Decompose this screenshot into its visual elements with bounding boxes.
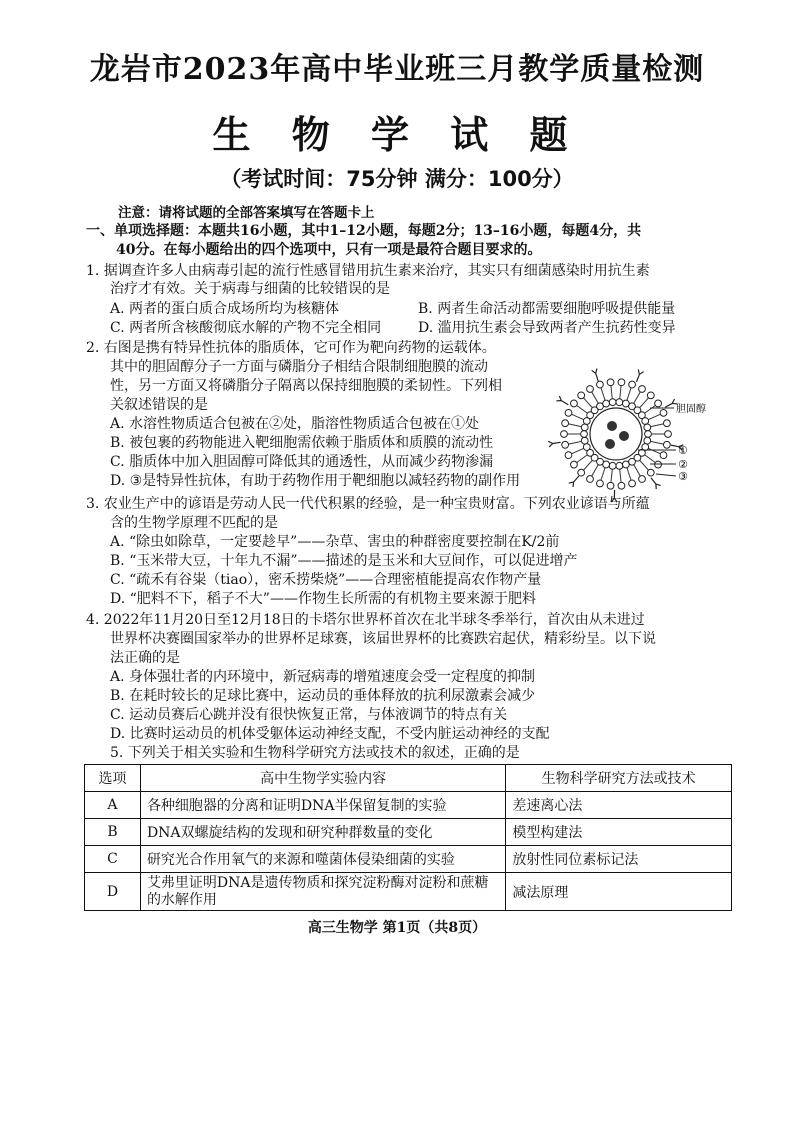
row-option: A [85,792,141,819]
q2-stem-line2: 其中的胆固醇分子一方面与磷脂分子相结合限制细胞膜的流动 [110,359,488,375]
phospholipid-head [578,392,585,399]
q2-stem-line1: 2. 右图是携有特异性抗体的脂质体，它可作为靶向药物的运载体。 [86,340,496,356]
phospholipid-head [655,400,662,407]
fatty-acid-tail [569,424,582,427]
fatty-acid-tail [640,460,649,470]
exam-time-info: （考试时间：75分钟 满分：100分） [220,167,574,191]
fatty-acid-tail [640,398,649,408]
phospholipid-head [562,420,569,427]
phospholipid-head [618,482,625,489]
phospholipid-head [642,418,649,425]
q4-stem-line1: 4. 2022年11月20日至12月18日的卡塔尔世界杯首次在北半球冬季举行，首次由从未进过 [86,612,645,628]
q5-stem: 5. 下列关于相关实验和生物科学研究方法或技术的叙述，正确的是 [110,745,520,761]
phospholipid-head [562,441,569,448]
phospholipid-head [587,386,594,393]
row-option: B [85,819,141,846]
fatty-acid-tail [634,392,641,403]
phospholipid-head [660,452,667,459]
fatty-acid-tail [592,392,599,403]
phospholipid-head [607,482,614,489]
q1-stem-line1: 1. 据调查许多人由病毒引起的流行性感冒错用抗生素来治疗，其实只有细菌感染时用抗生素 [86,263,650,279]
table-header-experiment: 高中生物学实验内容 [140,765,505,792]
table-row [85,819,732,846]
row-option: C [85,846,141,873]
q1-option-a: A. 两者的蛋白质合成场所均为核糖体 [110,301,340,317]
table-row [85,873,732,911]
q3-option-b: B. “玉米带大豆，十年九不漏”——描述的是玉米和大豆间作，可以促进增产 [110,553,578,569]
fatty-acid-tail [577,405,588,413]
phospholipid-head [629,381,636,388]
q1-option-b: B. 两者生命活动都需要细胞呼吸提供能量 [418,301,676,317]
label-3: ③ [678,470,688,483]
q3-stem-line2: 含的生物学原理不匹配的是 [110,515,278,531]
fatty-acid-tail [627,388,631,400]
phospholipid-head [663,441,670,448]
antibody-mark [548,441,560,447]
drug-particle [619,431,629,441]
q5-table [84,764,732,911]
fatty-acid-tail [651,424,664,427]
phospholipid-head [645,431,652,438]
fatty-acid-tail [584,398,593,408]
q4-option-c: C. 运动员赛后心跳并没有很快恢复正常，与体液调节的特点有关 [110,707,508,723]
row-method: 放射性同位素标记法 [506,846,732,873]
fatty-acid-tail [645,405,656,413]
phospholipid-head [647,392,654,399]
phospholipid-head [622,461,629,468]
fatty-acid-tail [620,386,621,399]
row-experiment: 艾弗里证明DNA是遗传物质和探究淀粉酶对淀粉和蔗糖的水解作用 [140,873,505,911]
antibody-mark [556,396,568,405]
row-option: D [85,873,141,911]
phospholipid-head [565,452,572,459]
row-experiment: 各种细胞器的分离和证明DNA半保留复制的实验 [140,792,505,819]
row-method: 差速离心法 [506,792,732,819]
q1-stem-line2: 治疗才有效。关于病毒与细菌的比较错误的是 [110,281,390,297]
antibody-mark [636,370,643,382]
phospholipid-head [665,431,672,438]
page-footer: 高三生物学 第1页（共8页） [307,920,487,936]
section-heading-line2: 40分。在每小题给出的四个选项中，只有一项是最符合题目要求的。 [116,242,542,258]
fatty-acid-tail [620,469,621,482]
cholesterol-label: 胆固醇 [676,404,706,415]
phospholipid-head [618,379,625,386]
row-method: 减法原理 [506,873,732,911]
q2-option-b: B. 被包裹的药物能进入靶细胞需依赖于脂质体和质膜的流动性 [110,435,494,451]
phospholipid-head [616,462,623,469]
q4-option-a: A. 身体强壮者的内环境中，新冠病毒的增殖速度会受一定程度的抑制 [110,669,536,685]
q3-option-a: A. “除虫如除草，一定要趁早”——杂草、害虫的种群密度要控制在K/2前 [110,534,560,550]
row-method: 模型构建法 [506,819,732,846]
fatty-acid-tail [611,469,612,482]
q2-option-c: C. 脂质体中加入胆固醇可降低其的通透性，从而减少药物渗漏 [110,454,494,470]
phospholipid-head [616,399,623,406]
q3-option-d: D. “肥料不下，稻子不大”——作物生长所需的有机物主要来源于肥料 [110,591,536,607]
row-experiment: DNA双螺旋结构的发现和研究种群数量的变化 [140,819,505,846]
antibody-mark [651,478,661,489]
q3-stem-line1: 3. 农业生产中的谚语是劳动人民一代代积累的经验，是一种宝贵财富。下列农业谚语与所蕴 [86,496,650,512]
fatty-acid-tail [592,465,599,476]
section-heading-line1: 一、单项选择题：本题共16小题，其中1–12小题，每题2分；13–16小题，每题4分，共 [86,223,642,239]
antibody-mark [569,476,579,487]
phospholipid-head [565,409,572,416]
q2-option-a: A. 水溶性物质适合包被在②处，脂溶性物质适合包被在①处 [110,416,480,432]
q4-stem-line2: 世界杯决赛圈国家举办的世界杯足球赛，该届世界杯的比赛跌宕起伏，精彩纷呈。以下说 [110,631,656,647]
phospholipid-head [663,420,670,427]
phospholipid-head [609,462,616,469]
table-row [85,846,732,873]
phospholipid-head [639,476,646,483]
antibody-mark [592,369,599,381]
phospholipid-head [561,431,568,438]
subject-title: 生 物 学 试 题 [212,112,582,157]
fatty-acid-tail [645,455,656,463]
q4-stem-line3: 法正确的是 [110,650,180,666]
phospholipid-head [597,480,604,487]
liposome-diagram [546,364,716,504]
fatty-acid-tail [651,441,664,444]
row-experiment: 研究光合作用氧气的来源和噬菌体侵染细菌的实验 [140,846,505,873]
fatty-acid-tail [648,414,660,419]
phospholipid-head [655,461,662,468]
table-header-option: 选项 [85,765,141,792]
phospholipid-head [581,437,588,444]
q1-option-d: D. 滥用抗生素会导致两者产生抗药性变异 [418,320,676,336]
q2-option-d: D. ③是特异性抗体，有助于药物作用于靶细胞以减轻药物的副作用 [110,473,521,489]
phospholipid-head [647,469,654,476]
phospholipid-head [583,444,590,451]
fatty-acid-tail [584,460,593,470]
q4-option-b: B. 在耗时较长的足球比赛中，运动员的垂体释放的抗利尿激素会减少 [110,688,536,704]
table-row [85,792,732,819]
fatty-acid-tail [577,455,588,463]
table-header-row [85,765,732,792]
drug-particle [605,439,615,449]
fatty-acid-tail [572,448,584,453]
phospholipid-head [660,409,667,416]
phospholipid-head [644,424,651,431]
fatty-acid-tail [569,441,582,444]
phospholipid-head [581,424,588,431]
q2-stem-line3: 性，另一方面又将磷脂分子隔离以保持细胞膜的柔韧性。下列相 [110,378,502,394]
inner-aqueous-core [590,408,642,460]
phospholipid-head [597,381,604,388]
fatty-acid-tail [627,468,631,480]
q2-stem-line4: 关叙述错误的是 [110,397,208,413]
fatty-acid-tail [648,448,660,453]
q3-option-c: C. “疏禾有谷粜（tiao），密禾捞柴烧”——合理密植能提高农作物产量 [110,572,542,588]
phospholipid-head [581,431,588,438]
q4-option-d: D. 比赛时运动员的机体受躯体运动神经支配，不受内脏运动神经的支配 [110,726,550,742]
phospholipid-head [571,461,578,468]
drug-particle [607,421,617,431]
fatty-acid-tail [572,414,584,419]
table-header-method: 生物科学研究方法或技术 [506,765,732,792]
phospholipid-head [578,469,585,476]
phospholipid-head [629,480,636,487]
phospholipid-head [587,476,594,483]
phospholipid-head [607,379,614,386]
phospholipid-head [644,437,651,444]
label-1: ① [678,444,688,457]
phospholipid-head [571,400,578,407]
phospholipid-head [603,400,610,407]
label3-pointer [656,474,676,476]
phospholipid-head [609,399,616,406]
fatty-acid-tail [601,388,605,400]
label-2: ② [678,458,688,471]
exam-notice: 注意：请将试题的全部答案填写在答题卡上 [118,205,375,221]
fatty-acid-tail [634,465,641,476]
q1-option-c: C. 两者所含核酸彻底水解的产物不完全相同 [110,320,382,336]
exam-title: 龙岩市2023年高中毕业班三月教学质量检测 [89,52,705,87]
fatty-acid-tail [601,468,605,480]
fatty-acid-tail [611,386,612,399]
phospholipid-head [639,386,646,393]
